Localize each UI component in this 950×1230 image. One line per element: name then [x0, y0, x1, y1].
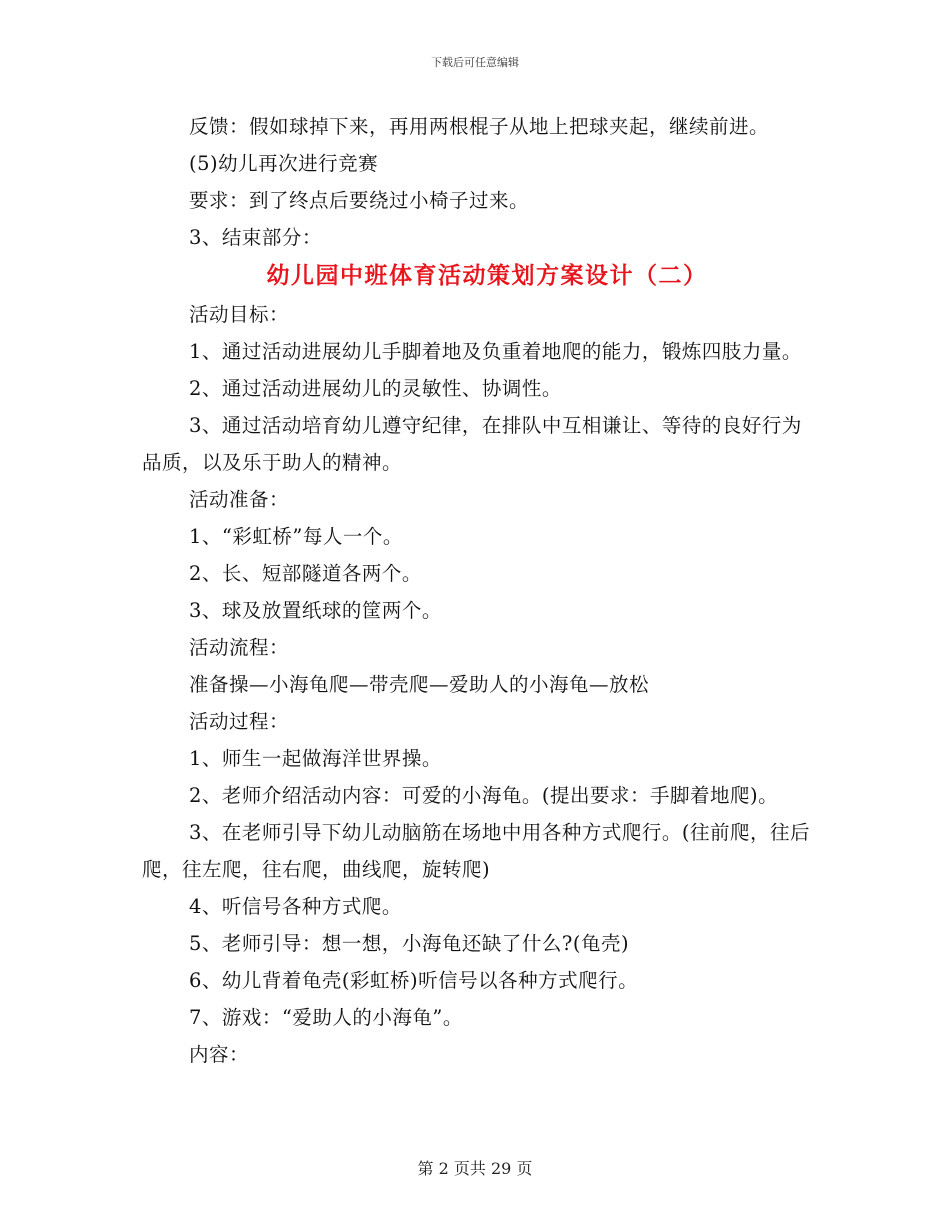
page-header: 下载后可任意编辑 [431, 56, 519, 69]
paragraph: 3、球及放置纸球的筐两个。 [189, 599, 442, 622]
paragraph: 2、通过活动进展幼儿的灵敏性、协调性。 [189, 377, 562, 400]
section-title: 幼儿园中班体育活动策划方案设计（二） [266, 262, 708, 289]
paragraph: 1、通过活动进展幼儿手脚着地及负重着地爬的能力，锻炼四肢力量。 [189, 340, 802, 363]
paragraph: 1、“彩虹桥”每人一个。 [189, 525, 403, 548]
paragraph: 准备操—小海龟爬—带壳爬—爱助人的小海龟—放松 [189, 673, 650, 696]
paragraph: 2、长、短部隧道各两个。 [189, 562, 422, 585]
paragraph: 活动流程： [189, 636, 290, 659]
paragraph: 3、通过活动培育幼儿遵守纪律，在排队中互相谦让、等待的良好行为品质，以及乐于助人的精神。 [142, 414, 802, 474]
paragraph: 6、幼儿背着龟壳(彩虹桥)听信号以各种方式爬行。 [189, 969, 639, 992]
paragraph: 4、听信号各种方式爬。 [189, 895, 402, 918]
paragraph: 内容： [189, 1043, 250, 1066]
paragraph: 1、师生一起做海洋世界操。 [189, 747, 442, 770]
paragraph: 活动准备： [189, 488, 290, 511]
paragraph: 3、结束部分： [189, 226, 322, 249]
paragraph: (5)幼儿再次进行竞赛 [189, 152, 379, 175]
paragraph: 要求：到了终点后要绕过小椅子过来。 [189, 189, 530, 212]
paragraph: 7、游戏：“爱助人的小海龟”。 [189, 1006, 463, 1029]
page-footer: 第 2 页共 29 页 [417, 1159, 533, 1178]
paragraph: 5、老师引导：想一想，小海龟还缺了什么?(龟壳) [189, 932, 630, 955]
paragraph: 3、在老师引导下幼儿动脑筋在场地中用各种方式爬行。(往前爬，往后爬，往左爬，往右爬，曲线爬，旋转爬) [142, 821, 811, 881]
document-body [142, 108, 812, 1073]
paragraph: 2、老师介绍活动内容：可爱的小海龟。(提出要求：手脚着地爬)。 [189, 784, 779, 807]
paragraph: 活动目标： [189, 303, 290, 326]
paragraph: 活动过程： [189, 710, 290, 733]
paragraph: 反馈：假如球掉下来，再用两根棍子从地上把球夹起，继续前进。 [189, 115, 770, 138]
